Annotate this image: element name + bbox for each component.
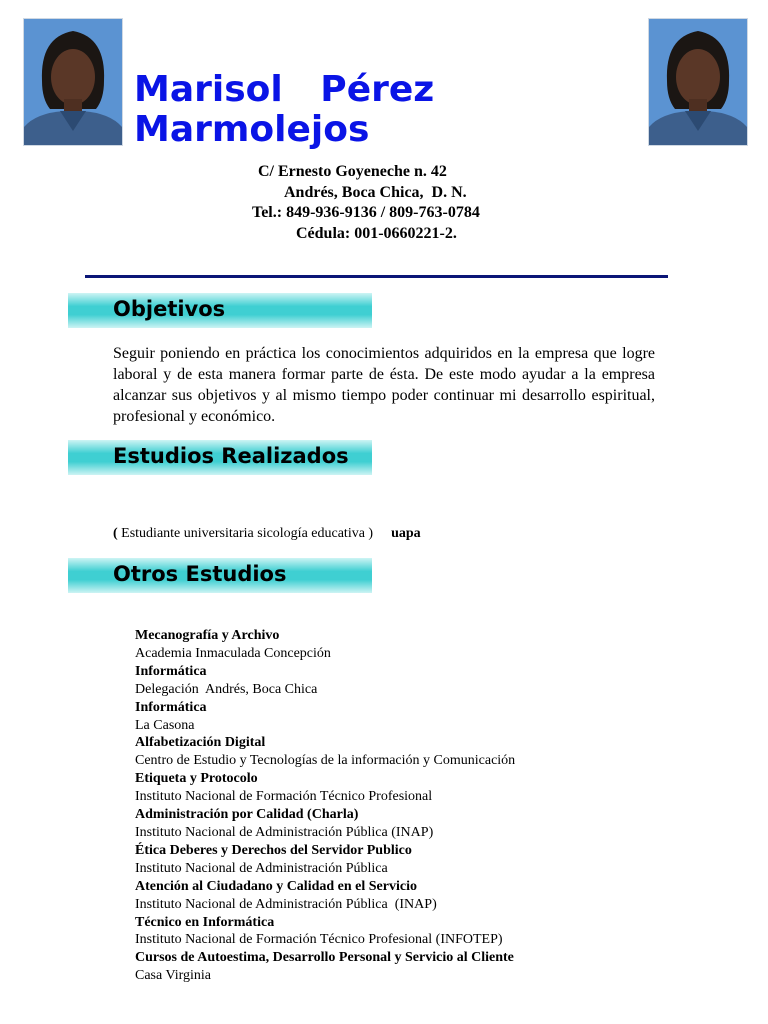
course-school: Instituto Nacional de Administración Pública <box>135 860 388 876</box>
course-title: Atención al Ciudadano y Calidad en el Servicio <box>135 878 417 894</box>
study-description: Estudiante universitaria sicología educativa ) <box>117 526 374 541</box>
course-school: Casa Virginia <box>135 968 212 984</box>
study-entry <box>113 526 421 542</box>
course-title: Informática <box>135 663 207 679</box>
section-title-estudios: Estudios Realizados <box>113 444 349 468</box>
course-title: Cursos de Autoestima, Desarrollo Personal y Servicio al Cliente <box>135 950 514 966</box>
course-title: Alfabetización Digital <box>135 735 266 751</box>
course-title: Etiqueta y Protocolo <box>135 771 258 787</box>
section-header-objetivos <box>68 293 372 328</box>
course-school: Centro de Estudio y Tecnologías de la información y Comunicación <box>135 753 516 769</box>
study-paren: ( <box>113 526 118 541</box>
course-title: Informática <box>135 699 207 715</box>
other-studies-list <box>135 627 655 985</box>
contact-block <box>240 162 530 244</box>
profile-photo-right <box>648 18 748 146</box>
section-header-otros <box>68 558 372 593</box>
course-title: Técnico en Informática <box>135 914 275 930</box>
objective-text: Seguir poniendo en práctica los conocimientos adquiridos en la empresa que logre laboral y de esta manera formar parte de ésta. De este modo ayudar a la empresa alcanzar sus objetivos y al mismo tiempo poder continuar mi desarrollo espiritual, profesional y económico. <box>113 345 655 425</box>
course-school: Academia Inmaculada Concepción <box>135 645 331 661</box>
id-number-line: Cédula: 001-0660221-2. <box>296 224 457 242</box>
candidate-name: Marisol Pérez Marmolejos <box>134 69 447 150</box>
address-line-2: Andrés, Boca Chica, D. N. <box>284 183 467 201</box>
phone-line: Tel.: 849-936-9136 / 809-763-0784 <box>252 204 480 221</box>
study-institution: uapa <box>391 526 421 541</box>
course-school: La Casona <box>135 717 195 733</box>
profile-photo-left <box>23 18 123 146</box>
course-title: Administración por Calidad (Charla) <box>135 807 359 823</box>
section-title-objetivos: Objetivos <box>113 297 226 321</box>
course-school: Instituto Nacional de Formación Técnico Profesional (INFOTEP) <box>135 932 503 948</box>
section-title-otros: Otros Estudios <box>113 562 287 586</box>
course-school: Instituto Nacional de Administración Pública (INAP) <box>135 896 437 912</box>
course-school: Delegación Andrés, Boca Chica <box>135 681 318 697</box>
course-title: Mecanografía y Archivo <box>135 628 280 643</box>
course-title: Ética Deberes y Derechos del Servidor Publico <box>135 842 412 858</box>
section-header-estudios <box>68 440 372 475</box>
course-school: Instituto Nacional de Formación Técnico Profesional <box>135 789 433 805</box>
header-divider <box>85 275 668 278</box>
course-school: Instituto Nacional de Administración Pública (INAP) <box>135 824 434 840</box>
address-line-1: C/ Ernesto Goyeneche n. 42 <box>258 163 447 180</box>
